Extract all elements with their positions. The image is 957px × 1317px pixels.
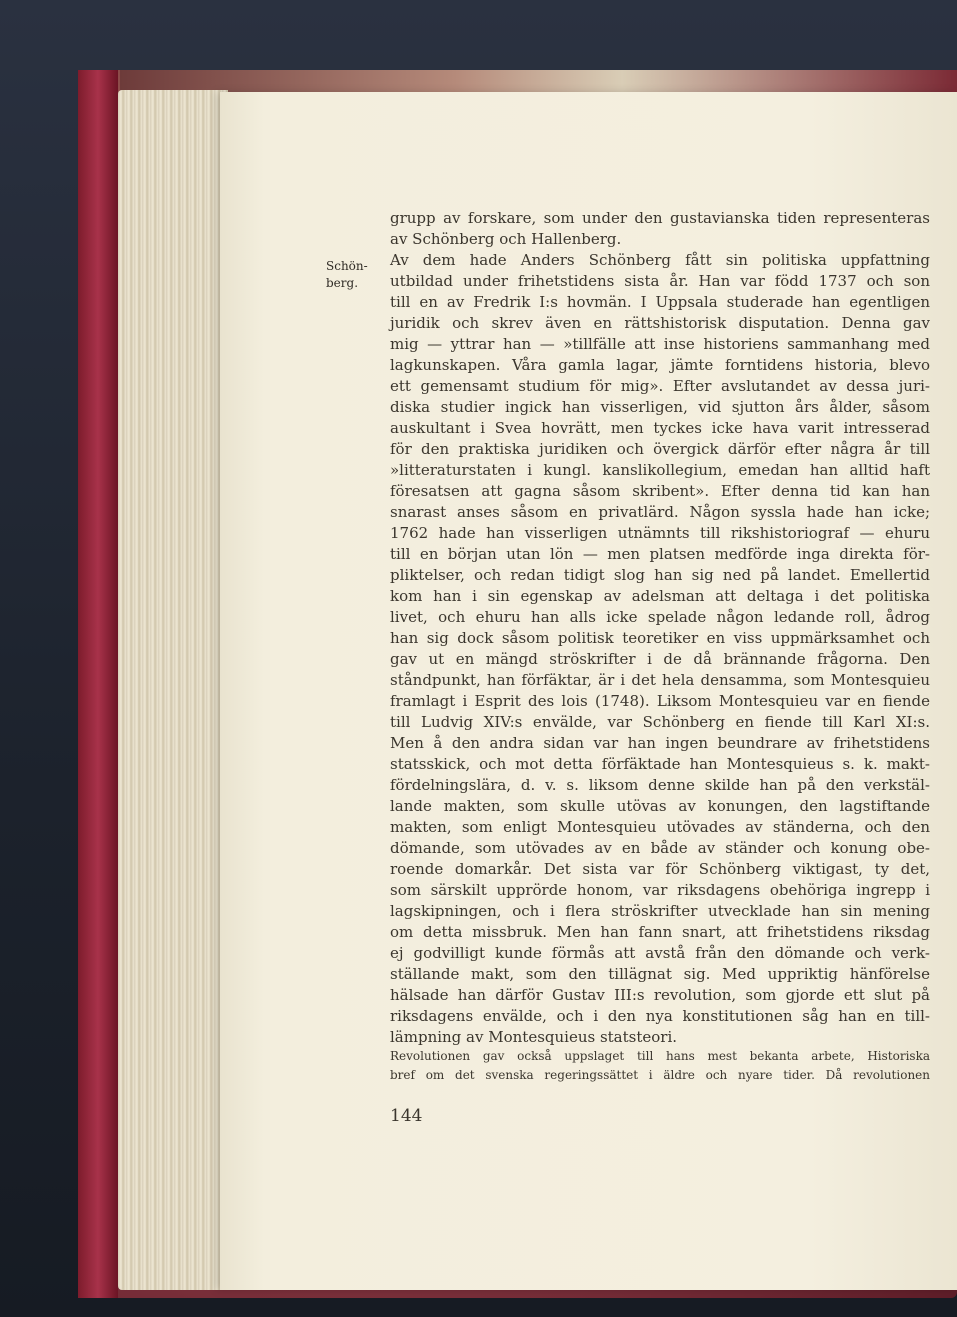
page-number: 144 bbox=[390, 1106, 423, 1126]
cover-spine-edge bbox=[78, 70, 118, 1298]
text-line: snarast anses såsom en privatlärd. Någon syssla hade han icke; bbox=[390, 503, 930, 521]
margin-note: Schön- berg. bbox=[326, 259, 368, 290]
text-line: om detta missbruk. Men han fann snart, att frihetstidens riksdag bbox=[390, 923, 930, 941]
text-line: juridik och skrev även en rättshistorisk disputation. Denna gav bbox=[390, 314, 930, 332]
text-line: roende domarkår. Det sista var för Schönberg viktigast, ty det, bbox=[390, 860, 930, 878]
text-line: som särskilt upprörde honom, var riksdagens obehöriga ingrepp i bbox=[390, 881, 930, 899]
text-line: statsskick, och mot detta förfäktade han Montesquieus s. k. makt- bbox=[390, 755, 930, 773]
text-line: utbildad under frihetstidens sista år. Han var född 1737 och son bbox=[390, 272, 930, 290]
text-line: ett gemensamt studium för mig». Efter avslutandet av dessa juri- bbox=[390, 377, 930, 395]
text-line: framlagt i Esprit des lois (1748). Liksom Montesquieu var en fiende bbox=[390, 692, 930, 710]
text-line: lande makten, som skulle utövas av konungen, den lagstiftande bbox=[390, 797, 930, 815]
text-line: lämpning av Montesquieus statsteori. bbox=[390, 1028, 678, 1046]
text-line: kom han i sin egenskap av adelsman att deltaga i det politiska bbox=[390, 587, 930, 605]
text-line: föresatsen att gagna såsom skribent». Efter denna tid kan han bbox=[390, 482, 930, 500]
text-line: diska studier ingick han visserligen, vid sjutton års ålder, såsom bbox=[390, 398, 930, 416]
text-line: fördelningslära, d. v. s. liksom denne skilde han på den verkstäl- bbox=[390, 776, 930, 794]
text-line: för den praktiska juridiken och övergick därför efter några år till bbox=[390, 440, 930, 458]
cover-top-edge bbox=[120, 70, 957, 92]
text-line: Av dem hade Anders Schönberg fått sin politiska uppfattning bbox=[390, 251, 930, 269]
text-line: ställande makt, som den tillägnat sig. Med uppriktig hänförelse bbox=[390, 965, 930, 983]
text-line: till en av Fredrik I:s hovmän. I Uppsala studerade han egentligen bbox=[390, 293, 930, 311]
text-line: riksdagens envälde, och i den nya konstitutionen såg han en till- bbox=[390, 1007, 930, 1025]
text-line: mig — yttrar han — »tillfälle att inse historiens sammanhang med bbox=[390, 335, 930, 353]
text-line: livet, och ehuru han alls icke spelade någon ledande roll, ådrog bbox=[390, 608, 930, 626]
text-line: till Ludvig XIV:s envälde, var Schönberg en fiende till Karl XI:s. bbox=[390, 713, 930, 731]
text-line: av Schönberg och Hallenberg. bbox=[390, 230, 622, 248]
text-line: dömande, som utövades av en både av ständer och konung obe- bbox=[390, 839, 930, 857]
footnote-line: Revolutionen gav också uppslaget till hans mest bekanta arbete, Historiska bbox=[390, 1049, 930, 1063]
text-line: ståndpunkt, han förfäktar, är i det hela densamma, som Montesquieu bbox=[390, 671, 930, 689]
text-line: pliktelser, och redan tidigt slog han sig ned på landet. Emellertid bbox=[390, 566, 930, 584]
text-line: ej godvilligt kunde förmås att avstå från den dömande och verk- bbox=[390, 944, 930, 962]
text-line: lagkunskapen. Våra gamla lagar, jämte forntidens historia, blevo bbox=[390, 356, 930, 374]
text-line: auskultant i Svea hovrätt, men tyckes icke hava varit intresserad bbox=[390, 419, 930, 437]
page-stack bbox=[118, 90, 228, 1290]
text-line: han sig dock såsom politisk teoretiker en viss uppmärksamhet och bbox=[390, 629, 930, 647]
text-line: gav ut en mängd ströskrifter i de då brännande frågorna. Den bbox=[390, 650, 930, 668]
text-line: grupp av forskare, som under den gustavianska tiden representeras bbox=[390, 209, 930, 227]
text-line: till en början utan lön — men platsen medförde inga direkta för- bbox=[390, 545, 930, 563]
body-text bbox=[390, 208, 930, 1048]
footnote-line: bref om det svenska regeringssättet i äldre och nyare tider. Då revolutionen bbox=[390, 1068, 930, 1082]
text-line: makten, som enligt Montesquieu utövades av ständerna, och den bbox=[390, 818, 930, 836]
text-line: 1762 hade han visserligen utnämnts till rikshistoriograf — ehuru bbox=[390, 524, 930, 542]
text-line: Men å den andra sidan var han ingen beundrare av frihetstidens bbox=[390, 734, 930, 752]
text-line: »litteraturstaten i kungl. kanslikollegium, emedan han alltid haft bbox=[390, 461, 930, 479]
text-line: lagskipningen, och i flera ströskrifter utvecklade han sin mening bbox=[390, 902, 930, 920]
footnote bbox=[390, 1047, 930, 1085]
text-line: hälsade han därför Gustav III:s revolution, som gjorde ett slut på bbox=[390, 986, 930, 1004]
